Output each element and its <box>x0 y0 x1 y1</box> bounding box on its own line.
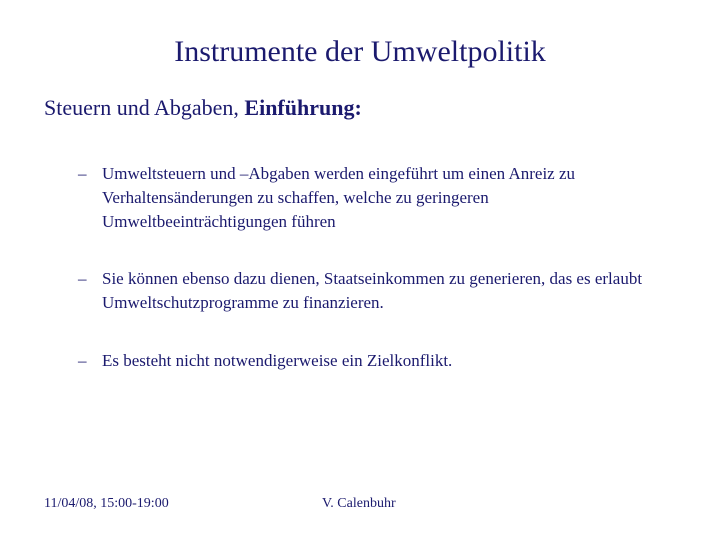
bullet-dash: – <box>78 269 87 288</box>
footer-author: V. Calenbuhr <box>322 496 396 511</box>
bullet-dash: – <box>78 164 87 183</box>
bullet-text: Sie können ebenso dazu dienen, Staatseinkommen zu generieren, das es erlaubt Umweltschutzprogramme zu finanzieren. <box>102 269 643 312</box>
bullet-dash: – <box>78 351 87 370</box>
subheading-regular: Steuern und Abgaben, <box>44 95 245 120</box>
bullet-item <box>78 349 678 373</box>
bullet-text: Es besteht nicht notwendigerweise ein Zielkonflikt. <box>102 351 453 370</box>
bullet-item <box>78 162 678 234</box>
slide-subheading <box>44 94 362 122</box>
bullet-item <box>78 267 678 315</box>
slide-title: Instrumente der Umweltpolitik <box>174 35 546 68</box>
bullet-text: Umweltsteuern und –Abgaben werden eingeführt um einen Anreiz zu Verhaltensänderungen zu schaffen, welche zu geringeren Umweltbeeinträchtigungen führen <box>102 164 576 231</box>
subheading-bold: Einführung: <box>244 95 362 120</box>
footer-date: 11/04/08, 15:00-19:00 <box>44 496 169 511</box>
